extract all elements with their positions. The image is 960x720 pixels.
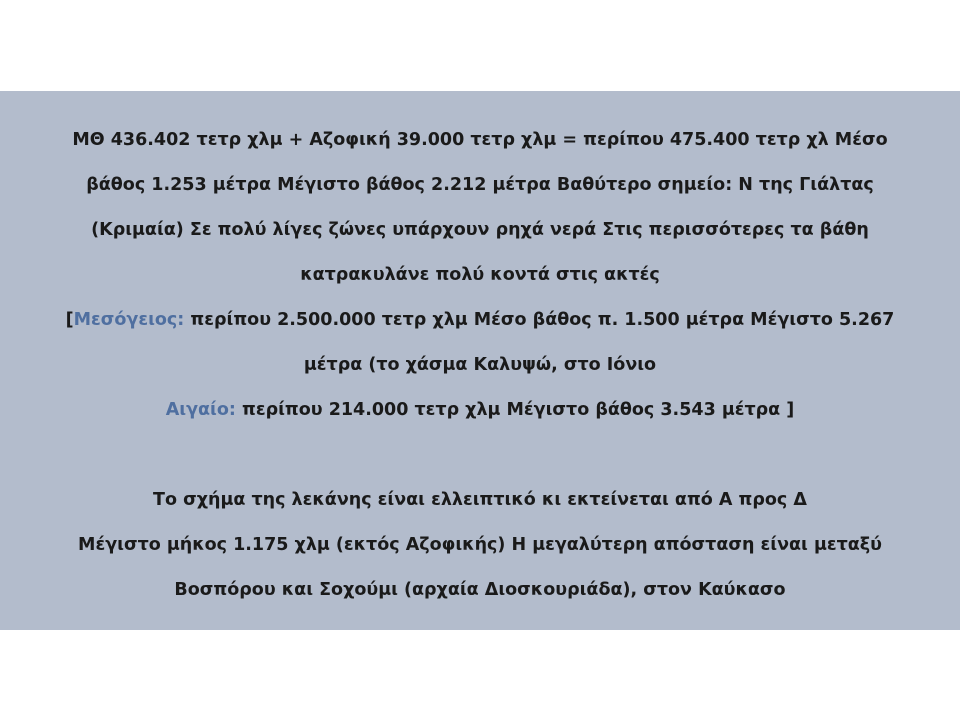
mediterranean-line-1 [10, 298, 950, 343]
mediterranean-label: Μεσόγειος: [73, 310, 185, 330]
mediterranean-text-1: περίπου 2.500.000 τετρ χλμ Μέσο βάθος π. 1.500 μέτρα Μέγιστο 5.267 [184, 310, 895, 330]
aegean-line [10, 388, 950, 433]
paragraph-gap [10, 433, 950, 478]
shape-line-2: Μέγιστο μήκος 1.175 χλμ (εκτός Αζοφικής) Η μεγαλύτερη απόσταση είναι μεταξύ [78, 535, 882, 555]
aegean-label: Αιγαίο: [165, 400, 236, 420]
open-bracket: [ [65, 310, 74, 330]
area-depth-line-4: κατρακυλάνε πολύ κοντά στις ακτές [300, 265, 660, 285]
shape-line-1: Το σχήμα της λεκάνης είναι ελλειπτικό κι εκτείνεται από Α προς Δ [153, 490, 807, 510]
slide-text [10, 118, 950, 613]
area-depth-line-3: (Κριμαία) Σε πολύ λίγες ζώνες υπάρχουν ρηχά νερά Στις περισσότερες τα βάθη [91, 220, 869, 240]
area-depth-line-2: βάθος 1.253 μέτρα Μέγιστο βάθος 2.212 μέτρα Βαθύτερο σημείο: Ν της Γιάλτας [86, 175, 874, 195]
mediterranean-line-2: μέτρα (το χάσμα Καλυψώ, στο Ιόνιο [303, 355, 657, 375]
area-depth-line-1: ΜΘ 436.402 τετρ χλμ + Αζοφική 39.000 τετρ χλμ = περίπου 475.400 τετρ χλ Μέσο [72, 130, 888, 150]
aegean-text: περίπου 214.000 τετρ χλμ Μέγιστο βάθος 3.543 μέτρα ] [235, 400, 795, 420]
shape-line-3: Βοσπόρου και Σοχούμι (αρχαία Διοσκουριάδα), στον Καύκασο [174, 580, 786, 600]
